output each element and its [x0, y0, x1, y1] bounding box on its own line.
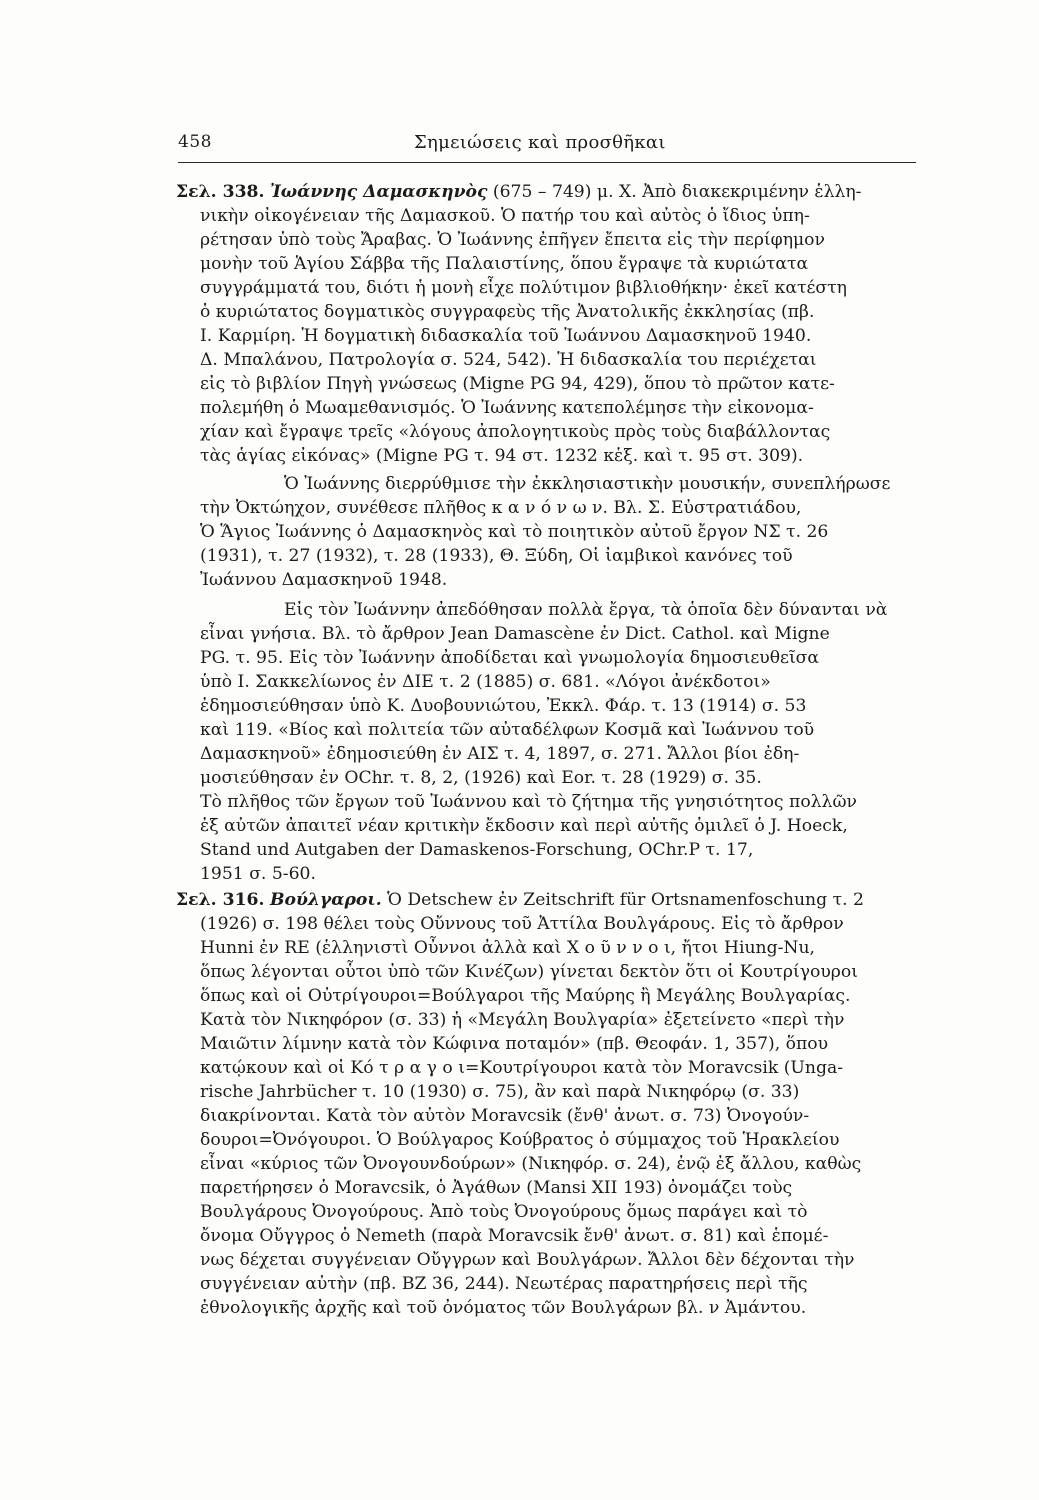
note-line: Κατὰ τὸν Νικηφόρον (σ. 33) ἡ «Μεγάλη Βουλγαρία» ἐξετείνετο «περὶ τὴν	[200, 1010, 845, 1030]
note-line: ὅπως λέγονται οὗτοι ὑπὸ τῶν Κινέζων) γίνεται δεκτὸν ὅτι οἱ Κουτρίγουροι	[200, 962, 858, 982]
note-line: 1951 σ. 5-60.	[200, 864, 316, 884]
note-line: Εἰς τὸν Ἰωάννην ἀπεδόθησαν πολλὰ ἔργα, τὰ ὁποῖα δὲν δύνανται νὰ	[284, 600, 888, 620]
note-line: ἐδημοσιεύθησαν ὑπὸ Κ. Δυοβουνιώτου, Ἐκκλ. Φάρ. τ. 13 (1914) σ. 53	[200, 696, 807, 716]
note-lemma: Βούλγαροι.	[269, 890, 382, 910]
note-line: Δ. Μπαλάνου, Πατρολογία σ. 524, 542). Ἡ διδασκαλία του περιέχεται	[200, 350, 817, 370]
note-line: ρέτησαν ὑπὸ τοὺς Ἄραβας. Ὁ Ἰωάννης ἐπῆγεν ἔπειτα εἰς τὴν περίφημον	[200, 230, 825, 250]
note-line: ὁ κυριώτατος δογματικὸς συγγραφεὺς τῆς Ἀνατολικῆς ἐκκλησίας (πβ.	[200, 302, 815, 322]
running-head-title: Σημειώσεις καὶ προσθῆκαι	[414, 132, 666, 153]
note-line: δουροι=Ὀνόγουροι. Ὁ Βούλγαρος Κούβρατος ὁ σύμμαχος τοῦ Ἡρακλείου	[200, 1130, 840, 1150]
note-line: PG. τ. 95. Εἰς τὸν Ἰωάννην ἀποδίδεται καὶ γνωμολογία δημοσιευθεῖσα	[200, 648, 820, 668]
note-line: Stand und Autgaben der Damaskenos-Forschung, OChr.P τ. 17,	[200, 840, 754, 860]
note-line: κατῴκουν καὶ οἱ Κό τ ρ α γ ο ι=Κουτρίγουροι κατὰ τὸν Moravcsik (Unga-	[200, 1058, 844, 1078]
note-line: (1926) σ. 198 θέλει τοὺς Οὔννους τοῦ Ἀττίλα Βουλγάρους. Εἰς τὸ ἄρθρον	[200, 914, 844, 934]
note-line: ἐθνολογικῆς ἀρχῆς καὶ τοῦ ὀνόματος τῶν Βουλγάρων βλ. ν Ἀμάντου.	[200, 1298, 807, 1318]
note-line: Ὁ Ἰωάννης διερρύθμισε τὴν ἐκκλησιαστικὴν μουσικήν, συνεπλήρωσε	[284, 474, 891, 494]
note-line: Σελ. 316. Βούλγαροι. Ὁ Detschew ἐν Zeitschrift für Ortsnamenfoschung τ. 2	[176, 890, 864, 910]
note-line: μονὴν τοῦ Ἁγίου Σάββα τῆς Παλαιστίνης, ὅπου ἔγραψε τὰ κυριώτατα	[200, 254, 809, 274]
note-line: Μαιῶτιν λίμνην κατὰ τὸν Κώφινα ποταμόν» (πβ. Θεοφάν. 1, 357), ὅπου	[200, 1034, 829, 1054]
notes-body	[176, 180, 922, 1480]
note-line: νως δέχεται συγγένειαν Οὔγγρων καὶ Βουλγάρων. Ἄλλοι δὲν δέχονται τὴν	[200, 1250, 855, 1270]
note-line: Δαμασκηνοῦ» ἐδημοσιεύθη ἐν ΑΙΣ τ. 4, 1897, σ. 271. Ἄλλοι βίοι ἐδη-	[200, 744, 800, 764]
note-line: μοσιεύθησαν ἐν OChr. τ. 8, 2, (1926) καὶ Eor. τ. 28 (1929) σ. 35.	[200, 768, 762, 788]
note-line: εἰς τὸ βιβλίον Πηγὴ γνώσεως (Migne PG 94, 429), ὅπου τὸ πρῶτον κατε-	[200, 374, 835, 394]
note-line: χίαν καὶ ἔγραψε τρεῖς «λόγους ἀπολογητικοὺς πρὸς τοὺς διαβάλλοντας	[200, 422, 831, 442]
note-ref: Σελ. 338.	[176, 182, 265, 202]
note-line: Ι. Καρμίρη. Ἡ δογματικὴ διδασκαλία τοῦ Ἰωάννου Δαμασκηνοῦ 1940.	[200, 326, 812, 346]
note-line: παρετήρησεν ὁ Moravcsik, ὁ Ἀγάθων (Mansi XII 193) ὀνομάζει τοὺς	[200, 1178, 793, 1198]
note-line: Τὸ πλῆθος τῶν ἔργων τοῦ Ἰωάννου καὶ τὸ ζήτημα τῆς γνησιότητος πολλῶν	[200, 792, 857, 812]
running-head	[178, 132, 918, 158]
note-line: συγγένειαν αὐτὴν (πβ. BZ 36, 244). Νεωτέρας παρατηρήσεις περὶ τῆς	[200, 1274, 808, 1294]
note-line: πολεμήθη ὁ Μωαμεθανισμός. Ὁ Ἰωάννης κατεπολέμησε τὴν εἰκονομα-	[200, 398, 814, 418]
note-line: τὰς ἁγίας εἰκόνας» (Migne PG τ. 94 στ. 1232 κἑξ. καὶ τ. 95 στ. 309).	[200, 446, 804, 466]
note-lemma: Ἰωάννης Δαμασκηνὸς	[269, 182, 488, 202]
note-ref: Σελ. 316.	[176, 890, 265, 910]
note-line: rische Jahrbücher τ. 10 (1930) σ. 75), ἂν καὶ παρὰ Νικηφόρῳ (σ. 33)	[200, 1082, 800, 1102]
note-line: τὴν Ὀκτώηχον, συνέθεσε πλῆθος κ α ν ό ν ω ν. Βλ. Σ. Εὐστρατιάδου,	[200, 498, 802, 518]
note-line: εἶναι «κύριος τῶν Ὀνογουνδούρων» (Νικηφόρ. σ. 24), ἐνῷ ἐξ ἄλλου, καθὼς	[200, 1154, 862, 1174]
note-line: καὶ 119. «Βίος καὶ πολιτεία τῶν αὐταδέλφων Κοσμᾶ καὶ Ἰωάννου τοῦ	[200, 720, 815, 740]
note-line: ἐξ αὐτῶν ἀπαιτεῖ νέαν κριτικὴν ἔκδοσιν καὶ περὶ αὐτῆς ὁμιλεῖ ὁ J. Hoeck,	[200, 816, 848, 836]
note-line: (1931), τ. 27 (1932), τ. 28 (1933), Θ. Ξύδη, Οἱ ἰαμβικοὶ κανόνες τοῦ	[200, 546, 793, 566]
note-line: Ὁ Ἅγιος Ἰωάννης ὁ Δαμασκηνὸς καὶ τὸ ποιητικὸν αὐτοῦ ἔργον ΝΣ τ. 26	[200, 522, 829, 542]
note-line: Σελ. 338. Ἰωάννης Δαμασκηνὸς (675 – 749) μ. Χ. Ἀπὸ διακεκριμένην ἑλλη-	[176, 182, 862, 202]
note-line: νικὴν οἰκογένειαν τῆς Δαμασκοῦ. Ὁ πατήρ του καὶ αὐτὸς ὁ ἴδιος ὑπη-	[200, 206, 810, 226]
note-line: εἶναι γνήσια. Βλ. τὸ ἄρθρον Jean Damascène ἐν Dict. Cathol. καὶ Migne	[200, 624, 830, 644]
note-line: Βουλγάρους Ὀνογούρους. Ἀπὸ τοὺς Ὀνογούρους ὅμως παράγει καὶ τὸ	[200, 1202, 808, 1222]
note-line: Hunni ἐν RE (ἑλληνιστὶ Οὖννοι ἀλλὰ καὶ Χ ο ῦ ν ν ο ι, ἤτοι Hiung-Nu,	[200, 938, 815, 958]
note-line: ὄνομα Οὔγγρος ὁ Nemeth (παρὰ Moravcsik ἔνθ' ἀνωτ. σ. 81) καὶ ἑπομέ-	[200, 1226, 829, 1246]
page-number: 458	[178, 132, 212, 152]
note-line: ὅπως καὶ οἱ Οὐτρίγουροι=Βούλγαροι τῆς Μαύρης ἢ Μεγάλης Βουλγαρίας.	[200, 986, 851, 1006]
header-rule	[178, 162, 916, 163]
note-line: Ἰωάννου Δαμασκηνοῦ 1948.	[200, 570, 448, 590]
note-line: διακρίνονται. Κατὰ τὸν αὐτὸν Moravcsik (ἔνθ' ἀνωτ. σ. 73) Ὀνογούν-	[200, 1106, 810, 1126]
note-line: συγγράμματά του, διότι ἡ μονὴ εἶχε πολύτιμον βιβλιοθήκην· ἐκεῖ κατέστη	[200, 278, 847, 298]
note-line: ὑπὸ Ι. Σακκελίωνος ἐν ΔΙΕ τ. 2 (1885) σ. 681. «Λόγοι ἀνέκδοτοι»	[200, 672, 771, 692]
